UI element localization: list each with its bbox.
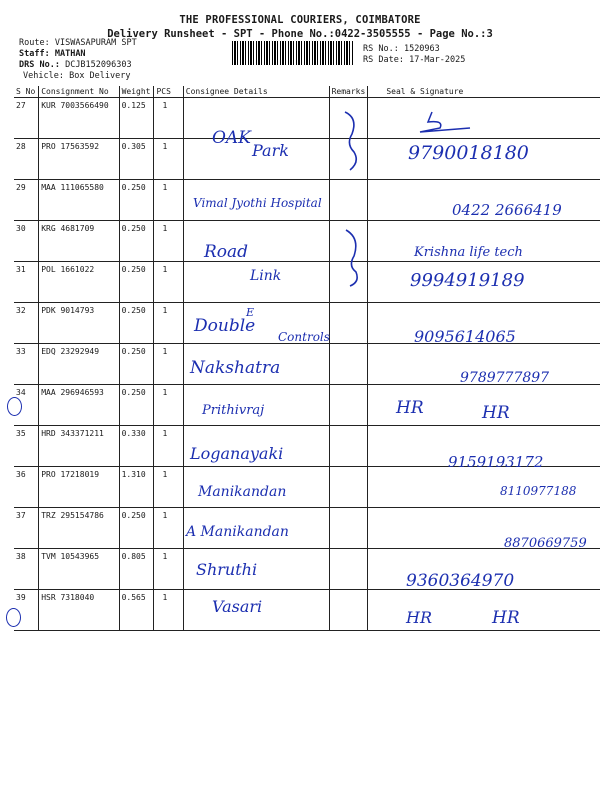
hw-name-36: Manikandan [198, 484, 287, 500]
route-value: VISWASAPURAM SPT [54, 38, 137, 48]
cell-pcs: 1 [154, 303, 183, 344]
cell-pcs: 1 [154, 139, 183, 180]
cell-consignment: TRZ 295154786 [39, 508, 119, 549]
hw-double: Double [194, 316, 256, 336]
col-weight: Weight [119, 86, 154, 98]
hw-sign-31: Krishna life tech [414, 245, 523, 260]
cell-weight: 0.565 [119, 590, 154, 631]
table-header-row [14, 86, 600, 98]
staff-value: MATHAN [54, 49, 86, 59]
cell-sno: 34 [14, 385, 39, 426]
hw-name-29: Vimal Jyothi Hospital [193, 196, 322, 210]
staff-line: Staff: MATHAN [19, 49, 86, 59]
cell-pcs: 1 [154, 385, 183, 426]
cell-remarks [329, 344, 368, 385]
hw-phone-37: 8870669759 [504, 536, 587, 551]
cell-pcs: 1 [154, 262, 183, 303]
document-title: THE PROFESSIONAL COURIERS, COIMBATORE [179, 14, 421, 26]
vehicle-line: Vehicle: Box Delivery [23, 71, 131, 81]
cell-sno: 37 [14, 508, 39, 549]
cell-weight: 0.305 [119, 139, 154, 180]
hw-name-39: Vasari [212, 597, 263, 616]
cell-sno: 38 [14, 549, 39, 590]
cell-weight: 1.310 [119, 467, 154, 508]
hw-phone-38: 9360364970 [406, 571, 515, 591]
cell-weight: 0.330 [119, 426, 154, 467]
cell-consignment: HSR 7318040 [39, 590, 119, 631]
cell-consignment: PRO 17218019 [39, 467, 119, 508]
rs-date-line: RS Date: 17-Mar-2025 [363, 55, 466, 65]
cell-sno: 31 [14, 262, 39, 303]
cell-consignment: MAA 111065580 [39, 180, 119, 221]
cell-consignee [183, 98, 329, 139]
hw-park: Park [252, 141, 289, 160]
hw-link: Link [250, 268, 282, 284]
cell-pcs: 1 [154, 549, 183, 590]
document-subtitle: Delivery Runsheet - SPT - Phone No.:0422-3505555 - Page No.:3 [107, 28, 493, 40]
cell-consignment: MAA 296946593 [39, 385, 119, 426]
cell-sno: 29 [14, 180, 39, 221]
cell-consignment: HRD 343371211 [39, 426, 119, 467]
cell-consignment: TVM 10543965 [39, 549, 119, 590]
cell-consignment: EDQ 23292949 [39, 344, 119, 385]
cell-sno: 36 [14, 467, 39, 508]
hw-e: E [246, 306, 255, 319]
cell-pcs: 1 [154, 426, 183, 467]
cell-weight: 0.250 [119, 508, 154, 549]
cell-sno: 39 [14, 590, 39, 631]
cell-weight: 0.250 [119, 344, 154, 385]
hw-phone-31: 9994919189 [410, 270, 525, 291]
cell-pcs: 1 [154, 467, 183, 508]
cell-sno: 32 [14, 303, 39, 344]
hw-road: Road [204, 242, 249, 262]
cell-pcs: 1 [154, 508, 183, 549]
hw-name-34: Prithivraj [202, 403, 265, 418]
cell-weight: 0.250 [119, 303, 154, 344]
rs-date-value: 17-Mar-2025 [409, 55, 466, 65]
signature-27 [414, 108, 474, 138]
hw-phone-33: 9789777897 [460, 370, 550, 386]
circle-mark-39 [6, 608, 21, 627]
cell-remarks [329, 508, 368, 549]
cell-weight: 0.125 [119, 98, 154, 139]
cell-remarks [329, 426, 368, 467]
hw-phone-28: 9790018180 [408, 142, 529, 164]
cell-weight: 0.250 [119, 180, 154, 221]
cell-consignment: KRG 4681709 [39, 221, 119, 262]
cell-signature [368, 98, 600, 139]
cell-weight: 0.250 [119, 221, 154, 262]
col-pcs: PCS [154, 86, 183, 98]
hw-hr-39a: HR [406, 608, 432, 627]
col-consignee: Consignee Details [183, 86, 329, 98]
table-row [14, 385, 600, 426]
cell-consignment: POL 1661022 [39, 262, 119, 303]
cell-consignment: KUR 7003566490 [39, 98, 119, 139]
hw-phone-29: 0422 2666419 [452, 201, 562, 219]
rs-no-line: RS No.: 1520963 [363, 44, 440, 54]
circle-mark-34 [7, 397, 22, 416]
cell-weight: 0.250 [119, 385, 154, 426]
vehicle-value: Box Delivery [69, 71, 131, 81]
cell-remarks [329, 303, 368, 344]
cell-pcs: 1 [154, 98, 183, 139]
hw-name-38: Shruthi [196, 560, 258, 579]
hw-name-37: A Manikandan [186, 524, 289, 540]
col-consignment: Consignment No [39, 86, 119, 98]
cell-weight: 0.250 [119, 262, 154, 303]
barcode [232, 41, 354, 65]
cell-sno: 28 [14, 139, 39, 180]
hw-phone-32: 9095614065 [414, 327, 516, 346]
hw-controls: Controls [278, 330, 330, 344]
cell-signature [368, 590, 600, 631]
hw-phone-36: 8110977188 [500, 484, 577, 498]
cell-remarks [329, 549, 368, 590]
cell-remarks [329, 385, 368, 426]
remarks-brackets [340, 108, 370, 288]
table-row [14, 98, 600, 139]
cell-remarks [329, 467, 368, 508]
col-remarks: Remarks [329, 86, 368, 98]
hw-hr-34a: HR [396, 398, 424, 418]
cell-remarks [329, 590, 368, 631]
route-line: Route: VISWASAPURAM SPT [19, 38, 137, 48]
cell-sno: 35 [14, 426, 39, 467]
drs-line: DRS No.: DCJB152096303 [19, 60, 132, 70]
cell-pcs: 1 [154, 221, 183, 262]
drs-value: DCJB152096303 [65, 60, 132, 70]
hw-hr-39b: HR [492, 608, 520, 628]
cell-sno: 27 [14, 98, 39, 139]
hw-hr-34b: HR [482, 403, 510, 423]
hw-name-35: Loganayaki [190, 444, 284, 463]
rs-no-value: 1520963 [403, 44, 440, 54]
cell-pcs: 1 [154, 180, 183, 221]
hw-phone-35: 9159193172 [448, 453, 544, 471]
col-signature: Seal & Signature [368, 86, 600, 98]
cell-consignment: PDK 9014793 [39, 303, 119, 344]
cell-sno: 33 [14, 344, 39, 385]
cell-consignment: PRO 17563592 [39, 139, 119, 180]
cell-pcs: 1 [154, 590, 183, 631]
cell-weight: 0.805 [119, 549, 154, 590]
cell-sno: 30 [14, 221, 39, 262]
hw-name-33: Nakshatra [190, 358, 281, 378]
cell-pcs: 1 [154, 344, 183, 385]
hw-oak: OAK [212, 128, 251, 148]
col-sno: S No [14, 86, 39, 98]
